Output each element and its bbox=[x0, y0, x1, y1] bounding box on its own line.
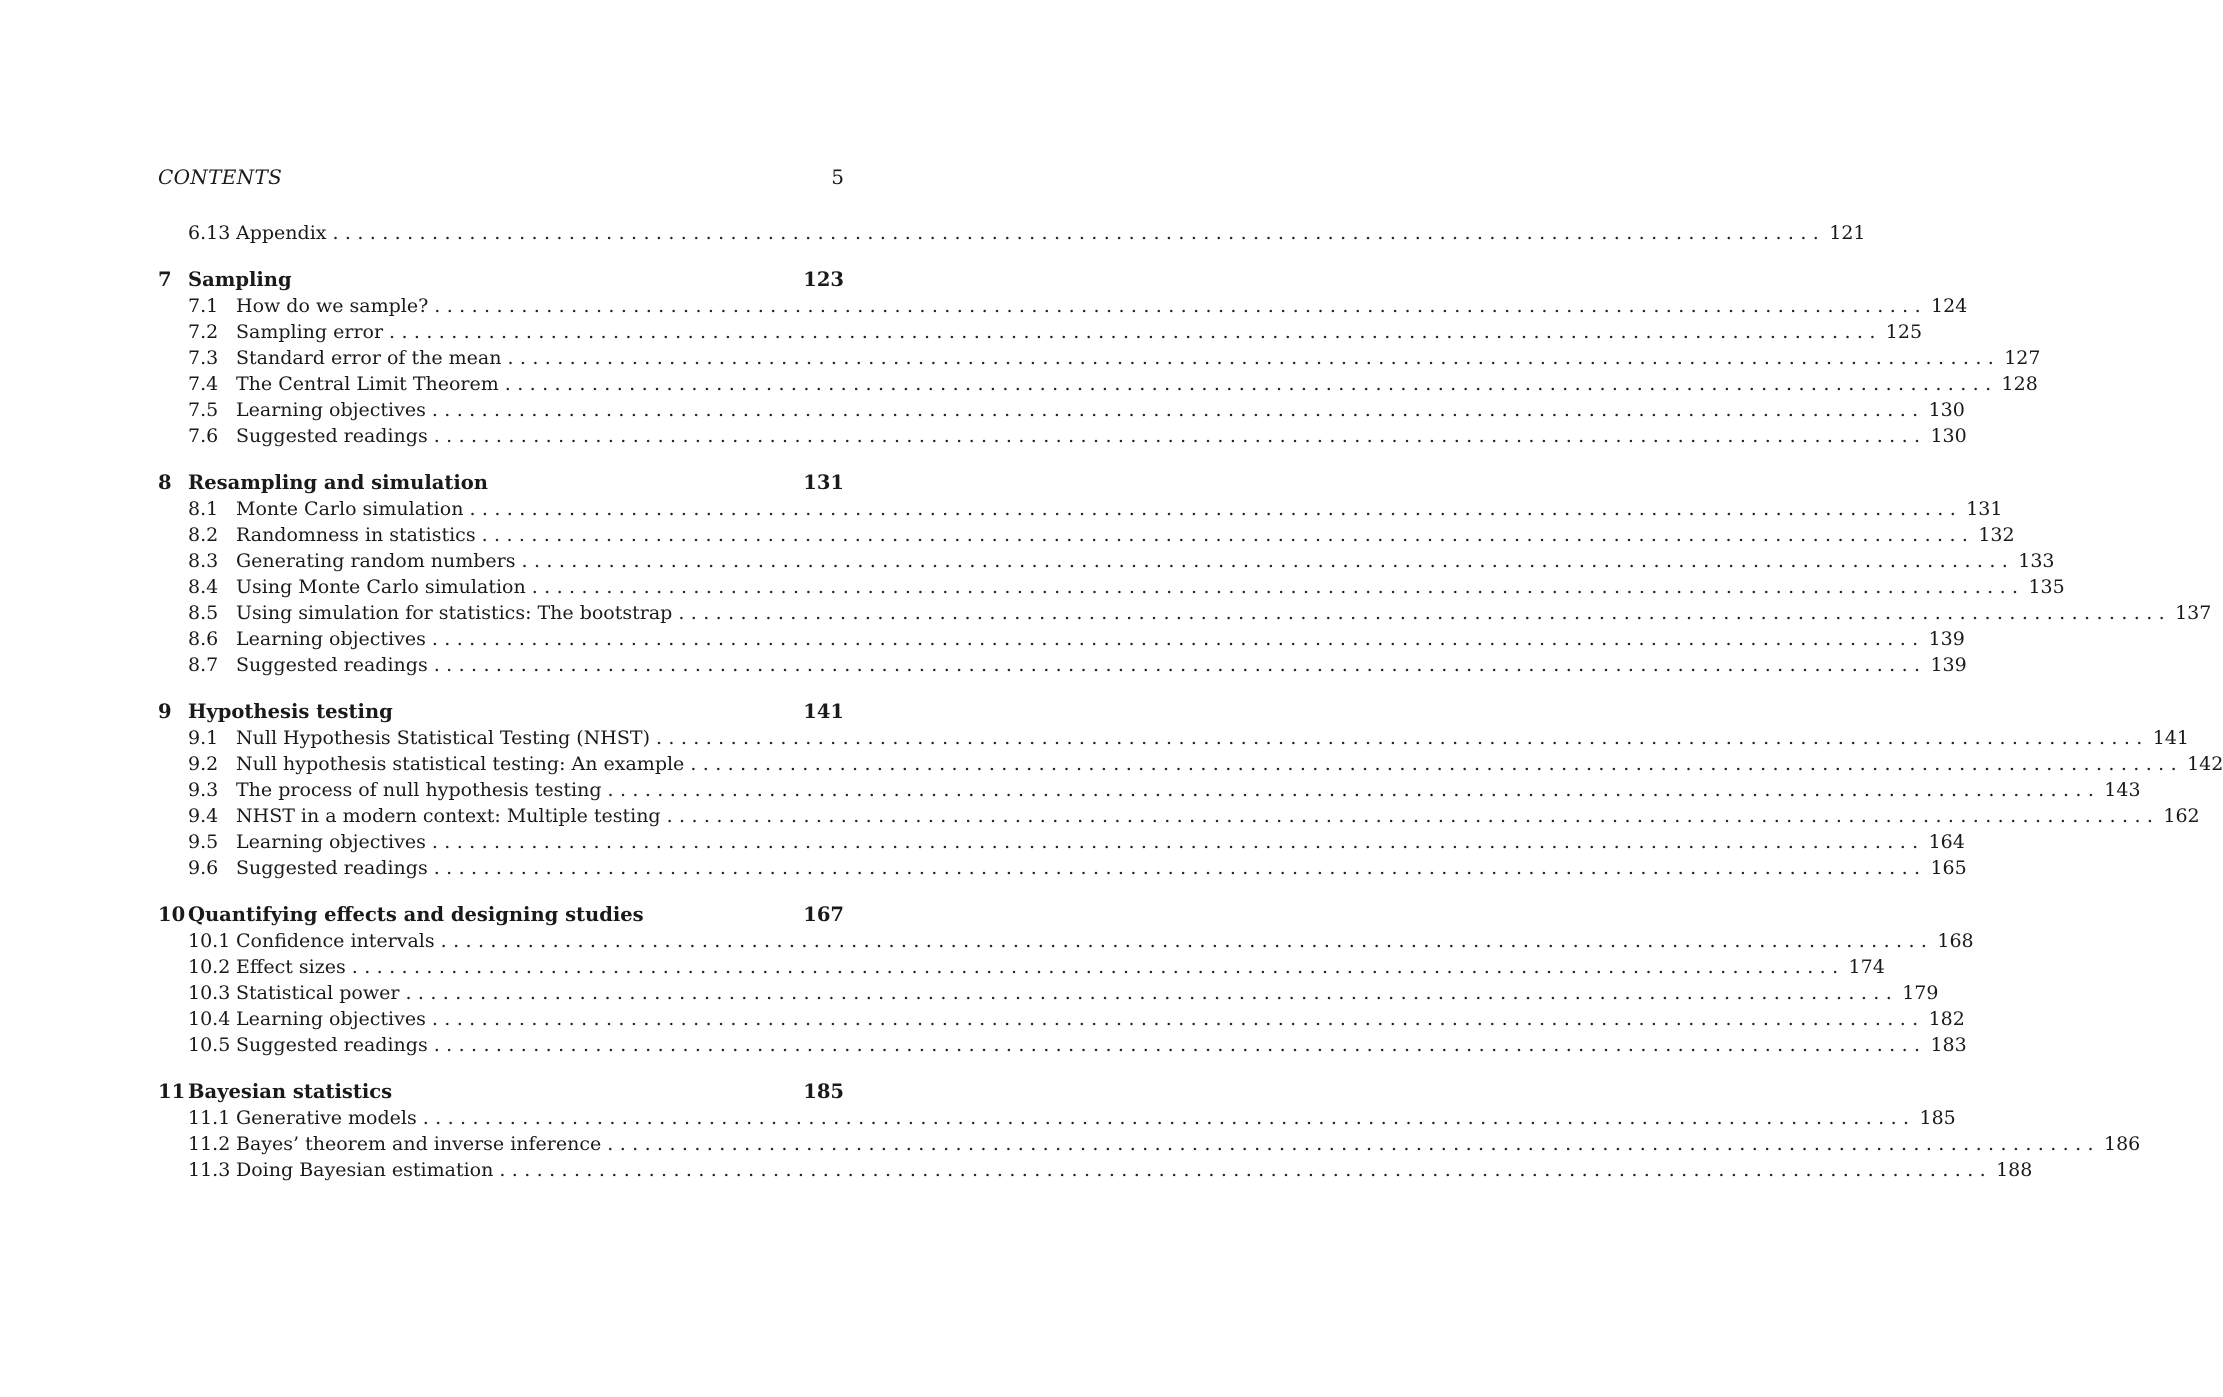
toc-entry-page: 121 bbox=[1829, 222, 1866, 244]
toc-entry-number: 8.7 bbox=[188, 654, 219, 676]
toc-leader-dots: ........................................................................................................................ bbox=[666, 805, 2160, 827]
toc-entry[interactable] bbox=[158, 751, 2223, 777]
toc-entry-label: Suggested readings bbox=[236, 855, 434, 881]
toc-entry-label: Learning objectives bbox=[236, 829, 432, 855]
toc-entry-number: 8.5 bbox=[188, 602, 219, 624]
toc-entry-page: 164 bbox=[1928, 831, 1965, 853]
toc-leader-dots: ........................................................................................................................ bbox=[507, 347, 2001, 369]
toc-leader-dots: ........................................................................................................................ bbox=[521, 550, 2015, 572]
toc-entry-number: 10.3 bbox=[188, 982, 231, 1004]
toc-entry-page: 137 bbox=[2175, 602, 2212, 624]
toc-entry-label: Doing Bayesian estimation bbox=[236, 1157, 499, 1183]
toc-entry-page: 124 bbox=[1931, 295, 1968, 317]
chapter-title: Quantifying effects and designing studies bbox=[188, 903, 644, 926]
toc-entry-label: Randomness in statistics bbox=[236, 522, 482, 548]
chapter-number: 11 bbox=[158, 1080, 186, 1103]
toc-leader-dots: ........................................................................................................................ bbox=[678, 602, 2172, 624]
toc-leader-dots: ........................................................................................................................ bbox=[655, 727, 2149, 749]
toc-entry[interactable] bbox=[158, 652, 1967, 678]
toc-entry-number: 8.1 bbox=[188, 498, 219, 520]
toc-entry-label: Sampling error bbox=[236, 319, 389, 345]
toc-entry-label: Effect sizes bbox=[236, 954, 352, 980]
table-of-contents bbox=[158, 220, 2223, 1183]
toc-entry-page: 142 bbox=[2187, 753, 2223, 775]
toc-leader-dots: ........................................................................................................................ bbox=[433, 425, 1927, 447]
chapter-heading[interactable] bbox=[158, 266, 844, 293]
toc-entry-label: Bayes’ theorem and inverse inference bbox=[236, 1131, 607, 1157]
chapter-number: 7 bbox=[158, 268, 172, 291]
toc-leader-dots: ........................................................................................................................ bbox=[469, 498, 1963, 520]
chapter-heading[interactable] bbox=[158, 1078, 844, 1105]
toc-entry-page: 186 bbox=[2104, 1133, 2141, 1155]
toc-leader-dots: ........................................................................................................................ bbox=[607, 1133, 2100, 1155]
toc-leader-dots: ........................................................................................................................ bbox=[607, 779, 2101, 801]
toc-entry-number: 6.13 bbox=[188, 222, 231, 244]
toc-entry-label: Appendix bbox=[236, 220, 332, 246]
chapter-page: 123 bbox=[803, 268, 844, 291]
toc-entry[interactable] bbox=[158, 319, 1923, 345]
toc-leader-dots: ........................................................................................................................ bbox=[434, 295, 1928, 317]
toc-entry-label: The Central Limit Theorem bbox=[236, 371, 505, 397]
toc-entry-number: 9.6 bbox=[188, 857, 219, 879]
toc-leader-dots: ........................................................................................................................ bbox=[433, 857, 1927, 879]
toc-leader-dots: ........................................................................................................................ bbox=[440, 930, 1934, 952]
toc-entry-number: 9.3 bbox=[188, 779, 219, 801]
chapter-page: 185 bbox=[803, 1080, 844, 1103]
chapter-heading[interactable] bbox=[158, 901, 844, 928]
toc-entry-page: 128 bbox=[2001, 373, 2038, 395]
toc-entry-number: 7.5 bbox=[188, 399, 219, 421]
toc-entry-page: 132 bbox=[1978, 524, 2015, 546]
toc-entry[interactable] bbox=[158, 1105, 1956, 1131]
toc-entry[interactable] bbox=[158, 345, 2041, 371]
header-page-number: 5 bbox=[831, 165, 844, 189]
toc-entry-page: 127 bbox=[2004, 347, 2041, 369]
toc-entry-number: 10.2 bbox=[188, 956, 231, 978]
toc-entry-number: 8.2 bbox=[188, 524, 219, 546]
toc-entry-page: 139 bbox=[1930, 654, 1967, 676]
toc-entry-number: 7.4 bbox=[188, 373, 219, 395]
toc-entry[interactable] bbox=[158, 829, 1965, 855]
toc-entry-label: Learning objectives bbox=[236, 626, 432, 652]
toc-entry-label: Suggested readings bbox=[236, 423, 434, 449]
toc-leader-dots: ........................................................................................................................ bbox=[690, 753, 2184, 775]
toc-entry[interactable] bbox=[158, 626, 1965, 652]
chapter-title: Sampling bbox=[188, 268, 292, 291]
toc-entry-label: Generating random numbers bbox=[236, 548, 522, 574]
toc-leader-dots: ........................................................................................................................ bbox=[422, 1107, 1916, 1129]
chapter-block bbox=[158, 266, 2041, 449]
toc-entry[interactable] bbox=[158, 371, 2038, 397]
toc-entry-number: 8.6 bbox=[188, 628, 219, 650]
toc-entry-number: 9.2 bbox=[188, 753, 219, 775]
chapter-page: 131 bbox=[803, 471, 844, 494]
toc-entry-number: 11.3 bbox=[188, 1159, 231, 1181]
toc-leader-dots: ........................................................................................................................ bbox=[504, 373, 1998, 395]
toc-entry[interactable] bbox=[158, 928, 1974, 954]
toc-entry-page: 188 bbox=[1996, 1159, 2033, 1181]
chapter-number: 8 bbox=[158, 471, 172, 494]
toc-entry-number: 10.4 bbox=[188, 1008, 231, 1030]
toc-entry-page: 125 bbox=[1885, 321, 1923, 343]
chapter-list bbox=[158, 266, 2223, 1183]
toc-entry[interactable] bbox=[158, 574, 2065, 600]
toc-leader-dots: ........................................................................................................................ bbox=[433, 654, 1927, 676]
toc-entry-page: 130 bbox=[1930, 425, 1967, 447]
toc-entry[interactable] bbox=[158, 423, 1967, 449]
toc-leader-dots: ........................................................................................................................ bbox=[431, 831, 1925, 853]
toc-entry-label: Statistical power bbox=[236, 980, 405, 1006]
toc-leader-dots: ........................................................................................................................ bbox=[431, 628, 1925, 650]
toc-entry-number: 7.6 bbox=[188, 425, 219, 447]
toc-entry-number: 9.4 bbox=[188, 805, 219, 827]
toc-entry[interactable] bbox=[158, 725, 2189, 751]
toc-entry[interactable] bbox=[158, 1131, 2141, 1157]
toc-entry[interactable] bbox=[158, 600, 2212, 626]
toc-entry-number: 8.3 bbox=[188, 550, 219, 572]
toc-entry-number: 8.4 bbox=[188, 576, 219, 598]
chapter-page: 167 bbox=[803, 903, 844, 926]
toc-entry-label: Suggested readings bbox=[236, 1032, 434, 1058]
toc-entry-label: Standard error of the mean bbox=[236, 345, 507, 371]
toc-leader-dots: ........................................................................................................................ bbox=[431, 1008, 1925, 1030]
toc-entry[interactable] bbox=[158, 1157, 2033, 1183]
toc-entry[interactable] bbox=[158, 496, 2003, 522]
chapter-block bbox=[158, 1078, 2141, 1183]
toc-entry-label: Null Hypothesis Statistical Testing (NHST) bbox=[236, 725, 656, 751]
toc-entry-label: Suggested readings bbox=[236, 652, 434, 678]
chapter-block bbox=[158, 698, 2223, 881]
toc-entry-page: 143 bbox=[2104, 779, 2141, 801]
toc-entry-page: 131 bbox=[1966, 498, 2003, 520]
toc-entry-page: 165 bbox=[1930, 857, 1967, 879]
toc-entry[interactable] bbox=[158, 548, 2055, 574]
chapter-number: 9 bbox=[158, 700, 172, 723]
toc-entry-label: Learning objectives bbox=[236, 397, 432, 423]
toc-entry[interactable] bbox=[158, 397, 1965, 423]
toc-entry[interactable] bbox=[158, 777, 2141, 803]
toc-entry-page: 133 bbox=[2018, 550, 2055, 572]
toc-entry-page: 141 bbox=[2152, 727, 2189, 749]
chapter-title: Resampling and simulation bbox=[188, 471, 488, 494]
toc-entry[interactable] bbox=[158, 980, 1939, 1006]
toc-leader-dots: ........................................................................................................................ bbox=[332, 222, 1826, 244]
toc-entry[interactable] bbox=[158, 522, 2015, 548]
toc-entry-number: 10.1 bbox=[188, 930, 231, 952]
toc-leader-dots: ........................................................................................................................ bbox=[431, 399, 1925, 421]
toc-entry-number: 7.2 bbox=[188, 321, 219, 343]
header-title: CONTENTS bbox=[158, 165, 283, 189]
toc-entry-label: Learning objectives bbox=[236, 1006, 432, 1032]
toc-entry-page: 139 bbox=[1928, 628, 1965, 650]
toc-entry-number: 9.5 bbox=[188, 831, 219, 853]
chapter-title: Hypothesis testing bbox=[188, 700, 393, 723]
toc-entry-label: Monte Carlo simulation bbox=[236, 496, 469, 522]
chapter-block bbox=[158, 901, 1974, 1058]
toc-leader-dots: ........................................................................................................................ bbox=[481, 524, 1975, 546]
chapter-page: 141 bbox=[803, 700, 844, 723]
toc-entry-label: Confidence intervals bbox=[236, 928, 441, 954]
chapter-title: Bayesian statistics bbox=[188, 1080, 393, 1103]
toc-entry-number: 9.1 bbox=[188, 727, 219, 749]
toc-leader-dots: ........................................................................................................................ bbox=[433, 1034, 1927, 1056]
toc-entry-page: 185 bbox=[1919, 1107, 1956, 1129]
toc-leader-dots: ........................................................................................................................ bbox=[389, 321, 1882, 343]
toc-entry-label: How do we sample? bbox=[236, 293, 434, 319]
toc-entry-page: 174 bbox=[1848, 956, 1885, 978]
toc-entry-label: Generative models bbox=[236, 1105, 423, 1131]
toc-leader-dots: ........................................................................................................................ bbox=[351, 956, 1845, 978]
toc-entry-page: 130 bbox=[1928, 399, 1965, 421]
toc-entry-page: 135 bbox=[2028, 576, 2065, 598]
toc-entry-number: 7.3 bbox=[188, 347, 219, 369]
chapter-heading[interactable] bbox=[158, 469, 844, 496]
toc-entry-number: 11.1 bbox=[188, 1107, 231, 1129]
chapter-heading[interactable] bbox=[158, 698, 844, 725]
toc-entry-label: NHST in a modern context: Multiple testing bbox=[236, 803, 667, 829]
toc-entry[interactable] bbox=[158, 293, 1968, 319]
toc-entry-label: Using Monte Carlo simulation bbox=[236, 574, 532, 600]
toc-entry-page: 183 bbox=[1930, 1034, 1967, 1056]
toc-entry-label: Null hypothesis statistical testing: An example bbox=[236, 751, 690, 777]
toc-entry[interactable] bbox=[158, 855, 1967, 881]
toc-entry-page: 182 bbox=[1928, 1008, 1965, 1030]
toc-leader-dots: ........................................................................................................................ bbox=[405, 982, 1899, 1004]
toc-entry-page: 168 bbox=[1937, 930, 1974, 952]
toc-entry-label: Using simulation for statistics: The bootstrap bbox=[236, 600, 678, 626]
toc-entry[interactable] bbox=[158, 954, 1885, 980]
toc-entry-page: 162 bbox=[2163, 805, 2200, 827]
toc-leader-dots: ........................................................................................................................ bbox=[531, 576, 2025, 598]
chapter-block bbox=[158, 469, 2212, 678]
toc-entry-page: 179 bbox=[1902, 982, 1939, 1004]
chapter-number: 10 bbox=[158, 903, 186, 926]
toc-entry[interactable] bbox=[158, 220, 1866, 246]
running-header bbox=[158, 163, 844, 191]
toc-entry[interactable] bbox=[158, 1032, 1967, 1058]
toc-entry-number: 7.1 bbox=[188, 295, 219, 317]
toc-entry-number: 10.5 bbox=[188, 1034, 231, 1056]
toc-entry[interactable] bbox=[158, 803, 2200, 829]
toc-entry-label: The process of null hypothesis testing bbox=[236, 777, 608, 803]
toc-entry-number: 11.2 bbox=[188, 1133, 231, 1155]
toc-entry[interactable] bbox=[158, 1006, 1965, 1032]
toc-leader-dots: ........................................................................................................................ bbox=[499, 1159, 1993, 1181]
